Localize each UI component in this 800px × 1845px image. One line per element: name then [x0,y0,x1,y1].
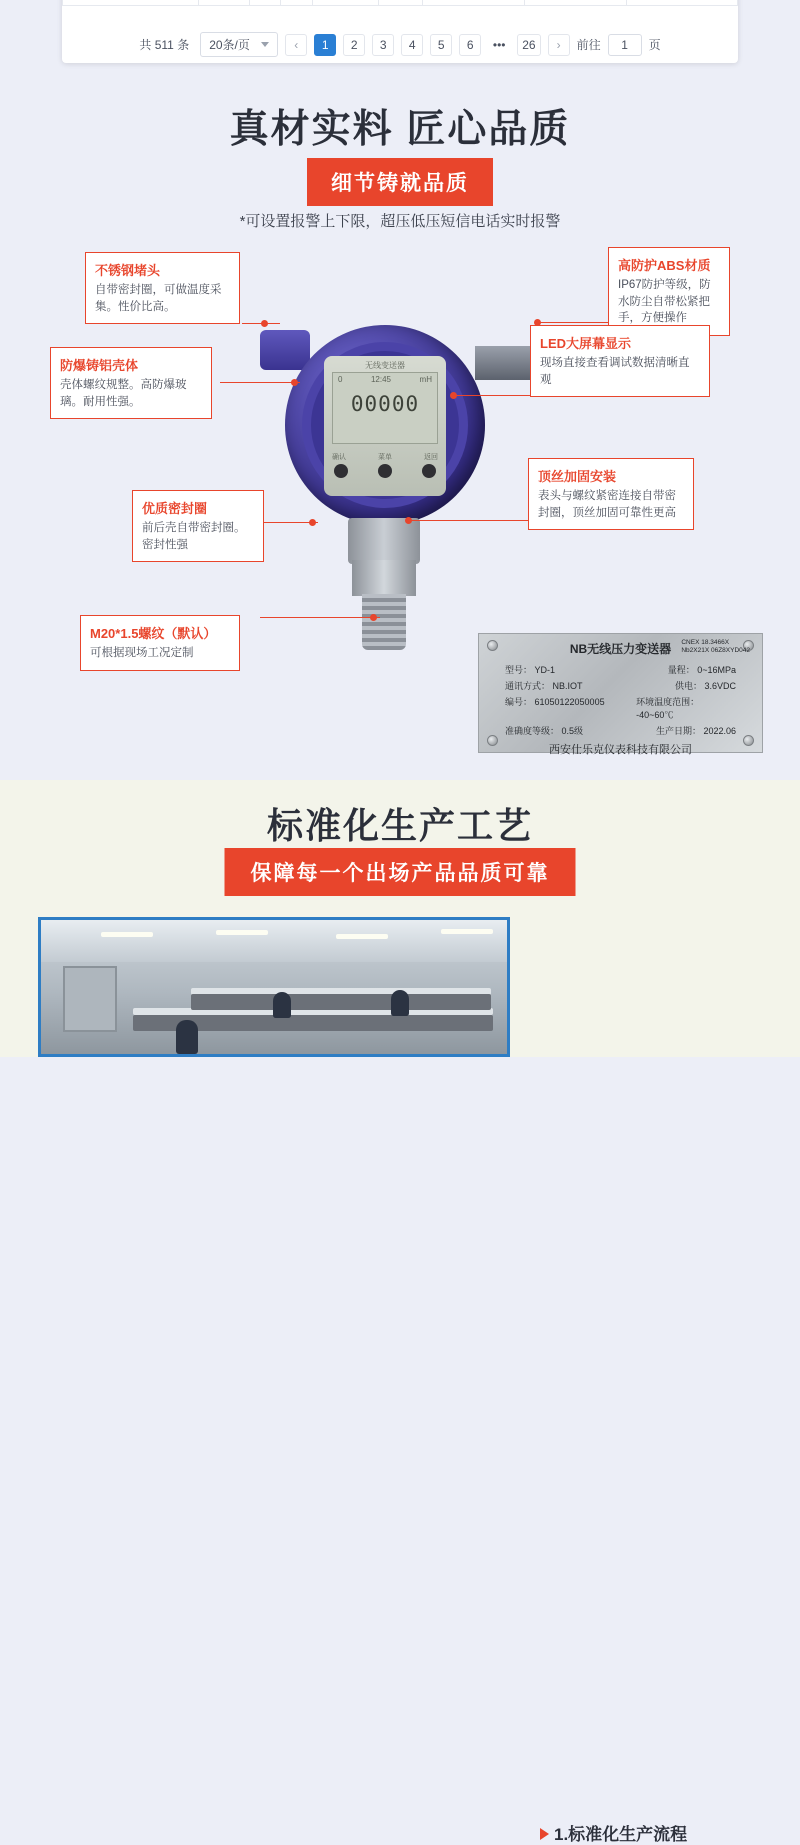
leader-line-7 [408,520,528,521]
stainless-plug-part [260,330,310,370]
leader-dot-6 [450,392,457,399]
lcd-center-value: 12:45 [370,375,392,384]
page-ellipsis[interactable]: ••• [492,37,506,52]
factory-photo [38,917,510,1057]
nameplate-cert-code: CNEX 18.3466X Nb2X21X 06Z8XYD042 [681,639,750,655]
photo-worker [391,990,409,1016]
photo-caption-text: 1.标准化生产流程 [554,1825,688,1844]
chevron-down-icon [261,42,269,47]
nameplate-company: 西安仕乐克仪表科技有限公司 [549,744,692,756]
photo-ceiling [41,920,507,962]
device-button-back[interactable] [422,464,436,478]
leader-line-5 [536,322,608,323]
section-note: *可设置报警上下限，超压低压短信电话实时报警 [239,213,561,230]
device-buttons [334,464,436,478]
production-subtitle-badge: 保障每一个出场产品品质可靠 [225,848,576,896]
cell-blank-5 [378,0,422,6]
cell-blank-6 [423,0,525,6]
production-title: 标准化生产工艺 [266,805,533,846]
callout-title: 优质密封圈 [142,501,208,516]
jump-prefix-label: 前往 [576,38,601,52]
cell-time-cont [63,0,199,6]
device-button-confirm[interactable] [334,464,348,478]
nameplate-range: 量程： 0~16MPa [667,665,736,675]
callout-seal-ring [132,490,264,562]
lcd-right-unit: mH [419,375,432,384]
seal-ring-part [348,518,420,564]
jump-suffix-label: 页 [648,38,661,52]
leader-line-2 [220,382,300,383]
nameplate-row [505,695,736,721]
callout-led-display [530,325,710,397]
nameplate-row [505,663,736,676]
page-size-select[interactable] [200,32,278,57]
nameplate-date: 生产日期： 2022.06 [655,726,736,736]
nameplate-power: 供电： 3.6VDC [674,681,736,691]
page-button-6[interactable]: 6 [459,34,481,56]
photo-lamp [336,934,388,939]
callout-stainless-plug [85,252,240,324]
features-section [0,70,800,780]
leader-line-4 [260,617,380,618]
callout-title: 防爆铸铝壳体 [60,358,139,373]
data-table-panel [62,0,738,63]
leader-line-6 [452,395,530,396]
callout-body: 现场直接查看调试数据清晰直观 [540,357,690,386]
triangle-bullet-icon [540,1828,549,1840]
callout-body: 前后壳自带密封圈。密封性强 [142,522,246,551]
page-button-last[interactable]: 26 [517,34,540,56]
nameplate-spec-rows [505,663,736,737]
photo-worker [273,992,291,1018]
photo-wall-panel [63,966,117,1032]
page-button-5[interactable]: 5 [430,34,452,56]
callout-body: 表头与螺纹紧密连接自带密封圈，顶丝加固可靠性更高 [538,490,676,519]
lcd-left-value: 0 [338,375,343,384]
photo-caption [540,1820,687,1845]
leader-dot-3 [309,519,316,526]
button-label-back: 返回 [424,454,438,461]
button-label-confirm: 确认 [332,454,346,461]
telemetry-table [62,0,738,6]
screw-icon [487,735,498,746]
callout-body: 自带密封圈，可做温度采集。性价比高。 [95,284,222,313]
page-button-2[interactable]: 2 [343,34,365,56]
callout-title: 高防护ABS材质 [618,258,711,273]
cell-blank-3 [281,0,313,6]
callout-thread-spec [80,615,240,671]
nameplate-comm: 通讯方式： NB.IOT [505,681,583,691]
nameplate-accuracy: 准确度等级： 0.5级 [505,726,584,736]
page-button-3[interactable]: 3 [372,34,394,56]
section-subtitle-badge: 细节铸就品质 [307,158,493,206]
prev-page-button[interactable]: ‹ [285,34,307,56]
nameplate-title: NB无线压力变送器 [569,642,672,656]
production-section [0,780,800,1844]
screw-icon [743,735,754,746]
jump-page-input[interactable] [608,34,642,56]
cell-blank-4 [312,0,378,6]
leader-dot-4 [370,614,377,621]
page-title: 真材实料 匠心品质 [229,108,571,151]
callout-title: 顶丝加固安装 [538,469,617,484]
callout-title: M20*1.5螺纹（默认） [90,626,217,641]
pagination [62,32,738,57]
callout-body: IP67防护等级，防水防尘自带松紧把手，方便操作 [618,279,711,325]
photo-bench [191,994,491,1010]
device-face-label: 无线变送器 [365,361,405,370]
cell-blank-1 [198,0,249,6]
leader-dot-7 [405,517,412,524]
nameplate-temp-range: 环境温度范围： -40~60℃ [636,697,700,720]
callout-body: 壳体螺纹规整。高防爆玻璃。耐用性强。 [60,379,187,408]
lcd-main-value: 00000 [350,392,420,416]
page-size-value: 20条/页 [209,38,250,52]
photo-lamp [441,929,493,934]
device-button-labels [332,452,438,462]
cell-blank-8 [627,0,738,6]
thread-part [362,594,406,650]
nameplate-row [505,724,736,737]
callout-explosion-proof-housing [50,347,212,419]
nameplate-serial: 编号： 61050122050005 [505,697,605,707]
total-count-label: 共 511 条 [139,38,190,52]
hex-nut-part [352,560,416,596]
button-label-menu: 菜单 [378,454,392,461]
callout-title: 不锈钢堵头 [95,263,161,278]
jump-page-value: 1 [621,37,628,52]
nameplate-model: 型号： YD-1 [505,665,556,675]
page-button-4[interactable]: 4 [401,34,423,56]
next-page-button[interactable]: › [548,34,570,56]
photo-worker [176,1020,198,1054]
cell-blank-2 [249,0,281,6]
screw-icon [487,640,498,651]
leader-dot-2 [291,379,298,386]
cell-blank-7 [525,0,627,6]
product-nameplate [478,633,763,756]
device-button-menu[interactable] [378,464,392,478]
table-row [63,0,738,6]
photo-lamp [216,930,268,935]
nameplate-row [505,679,736,692]
callout-body: 可根据现场工况定制 [90,647,194,659]
callout-top-screw-mount [528,458,694,530]
page-button-1[interactable]: 1 [314,34,336,56]
leader-dot-1 [261,320,268,327]
lcd-display [332,372,438,444]
photo-lamp [101,932,153,937]
callout-title: LED大屏幕显示 [540,336,632,351]
callout-abs-material [608,247,730,336]
